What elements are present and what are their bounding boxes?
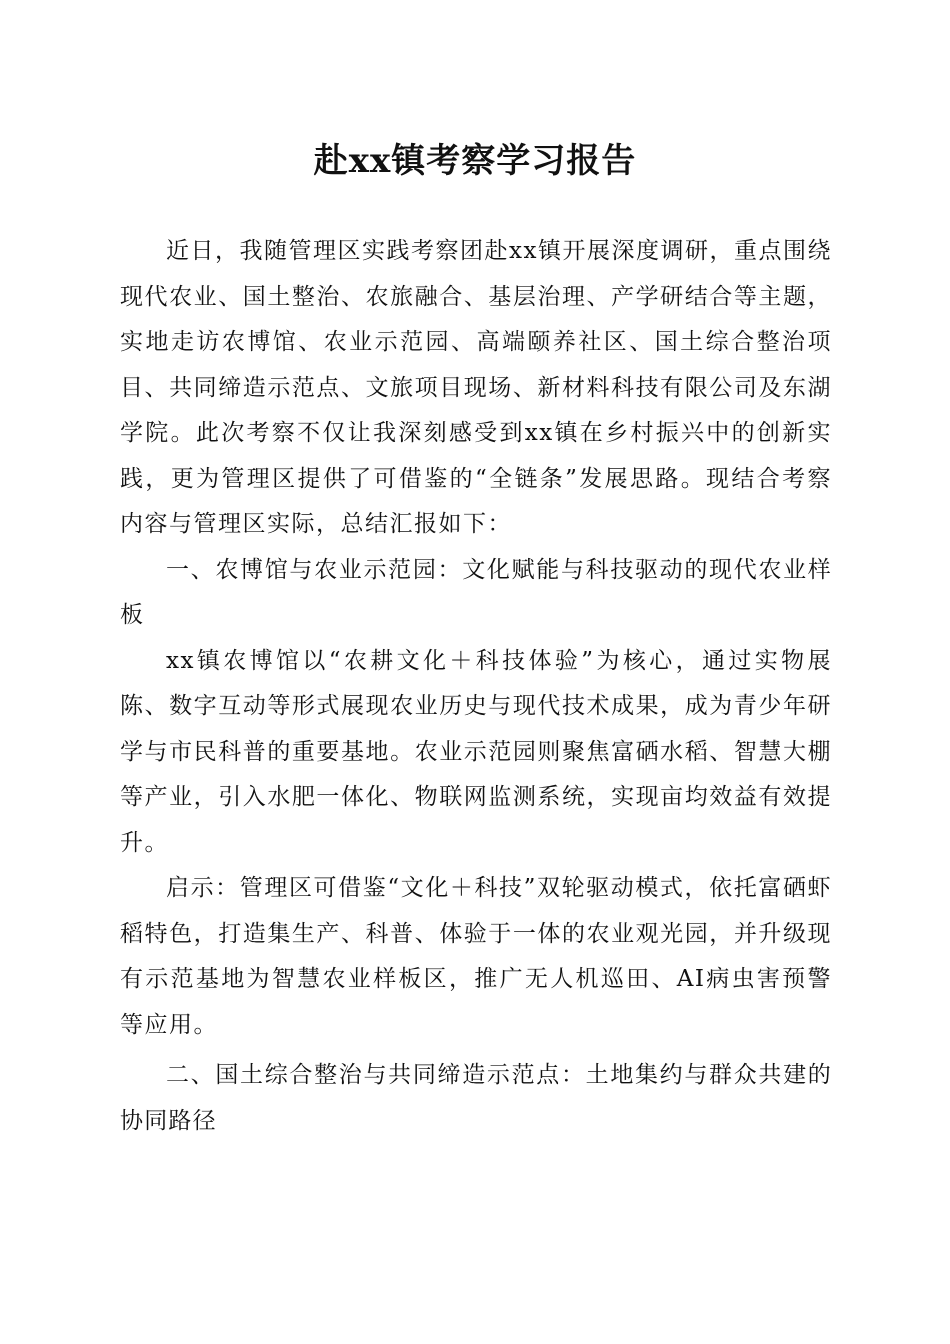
- section-1-insight-paragraph: 启示：管理区可借鉴“文化＋科技”双轮驱动模式，依托富硒虾稻特色，打造集生产、科普、体验于一体的农业观光园，并升级现有示范基地为智慧农业样板区，推广无人机巡田、AI病虫害预警等应用。: [120, 875, 832, 1038]
- document-body: [120, 229, 832, 1144]
- section-1-paragraph: xx镇农博馆以“农耕文化＋科技体验”为核心，通过实物展陈、数字互动等形式展现农业历史与现代技术成果，成为青少年研学与市民科普的重要基地。农业示范园则聚焦富硒水稻、智慧大棚等产业，引入水肥一体化、物联网监测系统，实现亩均效益有效提升。: [120, 647, 832, 856]
- section-heading-1: 一、农博馆与农业示范园：文化赋能与科技驱动的现代农业样板: [120, 556, 832, 628]
- document-title: 赴xx镇考察学习报告: [313, 141, 637, 181]
- intro-paragraph: 近日，我随管理区实践考察团赴xx镇开展深度调研，重点围绕现代农业、国土整治、农旅融合、基层治理、产学研结合等主题，实地走访农博馆、农业示范园、高端颐养社区、国土综合整治项目、共同缔造示范点、文旅项目现场、新材料科技有限公司及东湖学院。此次考察不仅让我深刻感受到xx镇在乡村振兴中的创新实践，更为管理区提供了可借鉴的“全链条”发展思路。现结合考察内容与管理区实际，总结汇报如下：: [120, 238, 832, 537]
- section-heading-2: 二、国土综合整治与共同缔造示范点：土地集约与群众共建的协同路径: [120, 1062, 832, 1134]
